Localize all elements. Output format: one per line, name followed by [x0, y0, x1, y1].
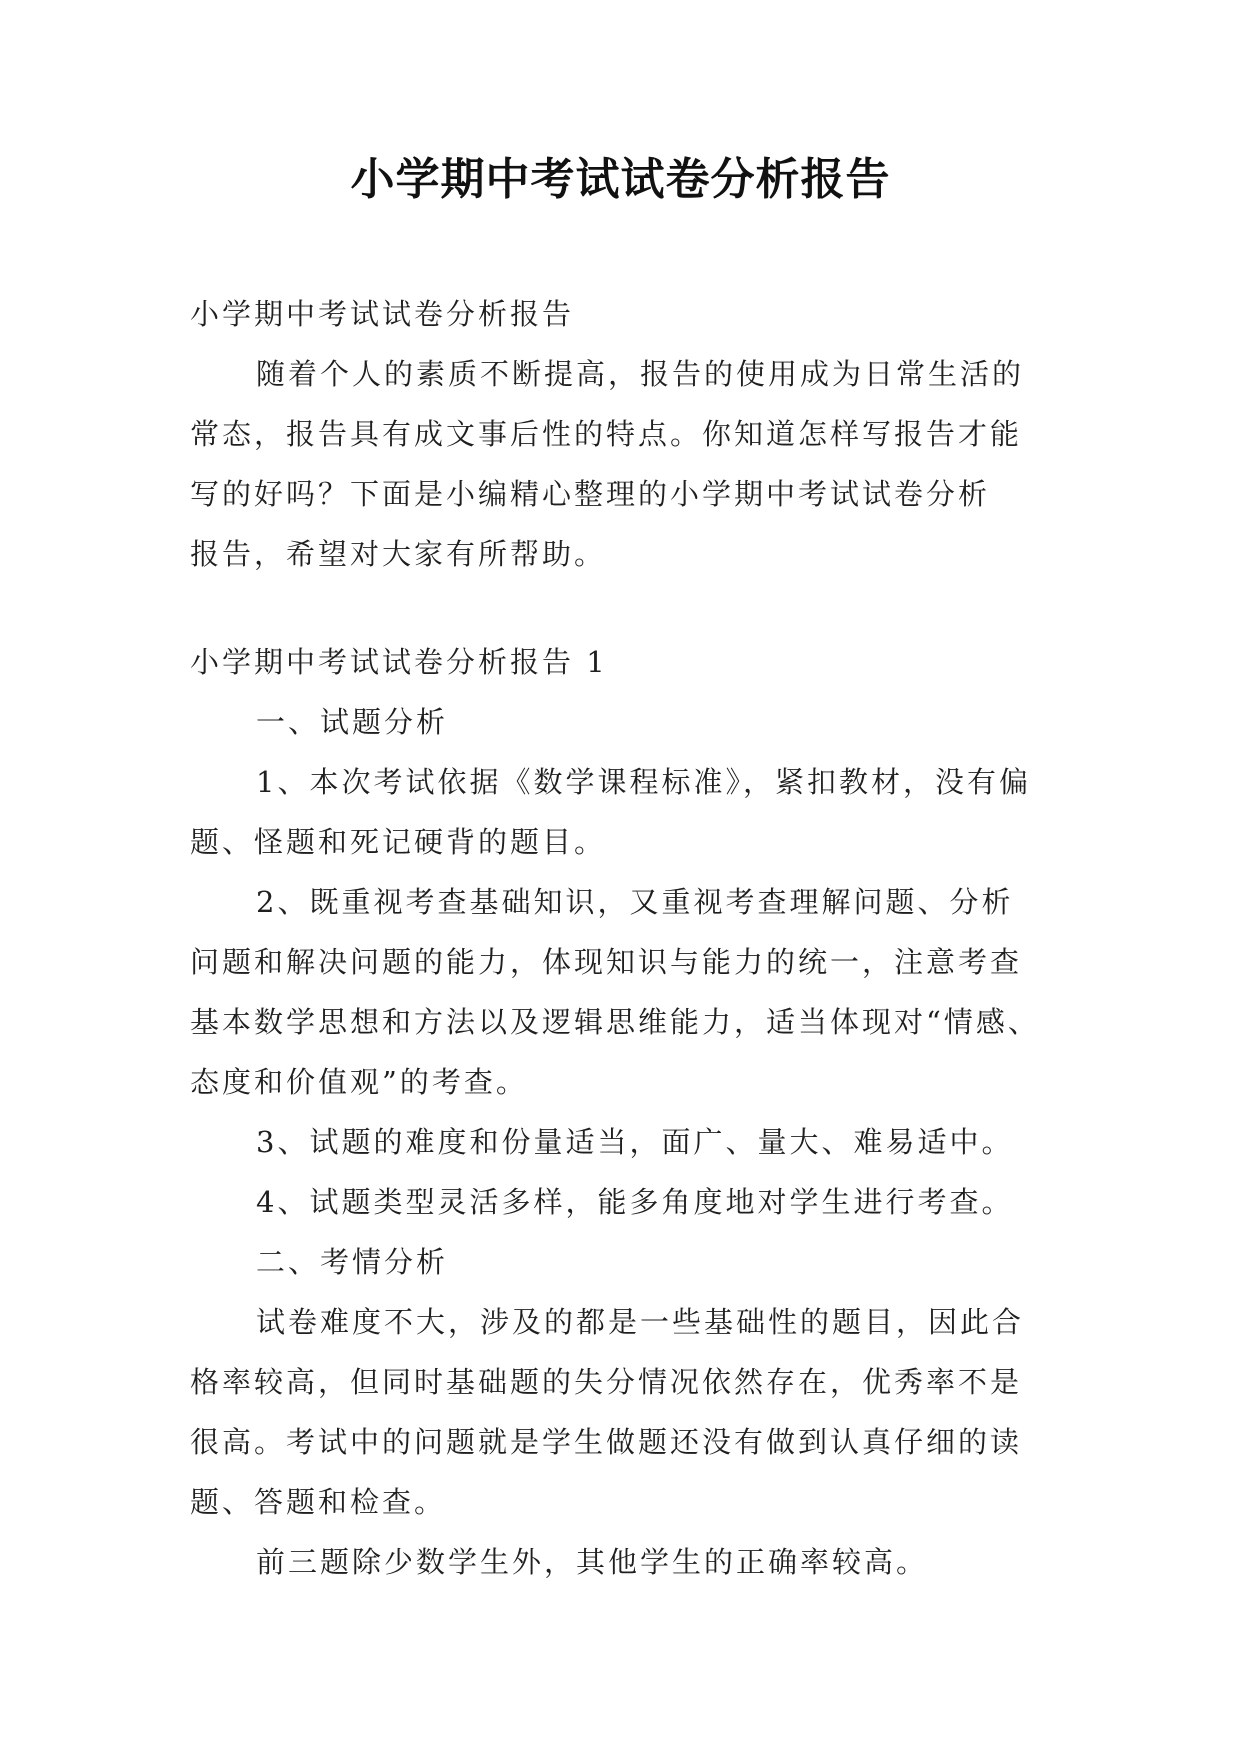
text-line: 题、答题和检查。 — [190, 1485, 447, 1519]
text-line: 一、试题分析 — [256, 705, 449, 739]
text-line: 基本数学思想和方法以及逻辑思维能力，适当体现对“情感、 — [190, 1005, 1040, 1039]
text-line: 常态，报告具有成文事后性的特点。你知道怎样写报告才能 — [190, 417, 1023, 451]
text-line: 小学期中考试试卷分析报告 — [190, 297, 575, 331]
document-title: 小学期中考试试卷分析报告 — [350, 154, 891, 205]
text-line: 态度和价值观”的考查。 — [190, 1065, 528, 1099]
text-line: 小学期中考试试卷分析报告 1 — [190, 645, 608, 679]
text-line: 3、试题的难度和份量适当，面广、量大、难易适中。 — [256, 1125, 1014, 1159]
text-line: 题、怪题和死记硬背的题目。 — [190, 825, 607, 859]
text-line: 前三题除少数学生外，其他学生的正确率较高。 — [256, 1545, 929, 1579]
text-line: 问题和解决问题的能力，体现知识与能力的统一，注意考查 — [190, 945, 1023, 979]
text-line: 试卷难度不大，涉及的都是一些基础性的题目，因此合 — [256, 1305, 1025, 1339]
text-line: 二、考情分析 — [256, 1245, 449, 1279]
text-line: 很高。考试中的问题就是学生做题还没有做到认真仔细的读 — [190, 1425, 1023, 1459]
paragraph-gap — [190, 584, 1050, 632]
text-line: 1、本次考试依据《数学课程标准》，紧扣教材，没有偏 — [256, 765, 1031, 799]
document-body — [190, 284, 1050, 1592]
text-line: 格率较高，但同时基础题的失分情况依然存在，优秀率不是 — [190, 1365, 1023, 1399]
text-line: 2、既重视考查基础知识，又重视考查理解问题、分析 — [256, 885, 1014, 919]
text-line: 4、试题类型灵活多样，能多角度地对学生进行考查。 — [256, 1185, 1014, 1219]
text-line: 报告，希望对大家有所帮助。 — [190, 537, 607, 571]
text-line: 写的好吗？下面是小编精心整理的小学期中考试试卷分析 — [190, 477, 991, 511]
text-line: 随着个人的素质不断提高，报告的使用成为日常生活的 — [256, 357, 1025, 391]
